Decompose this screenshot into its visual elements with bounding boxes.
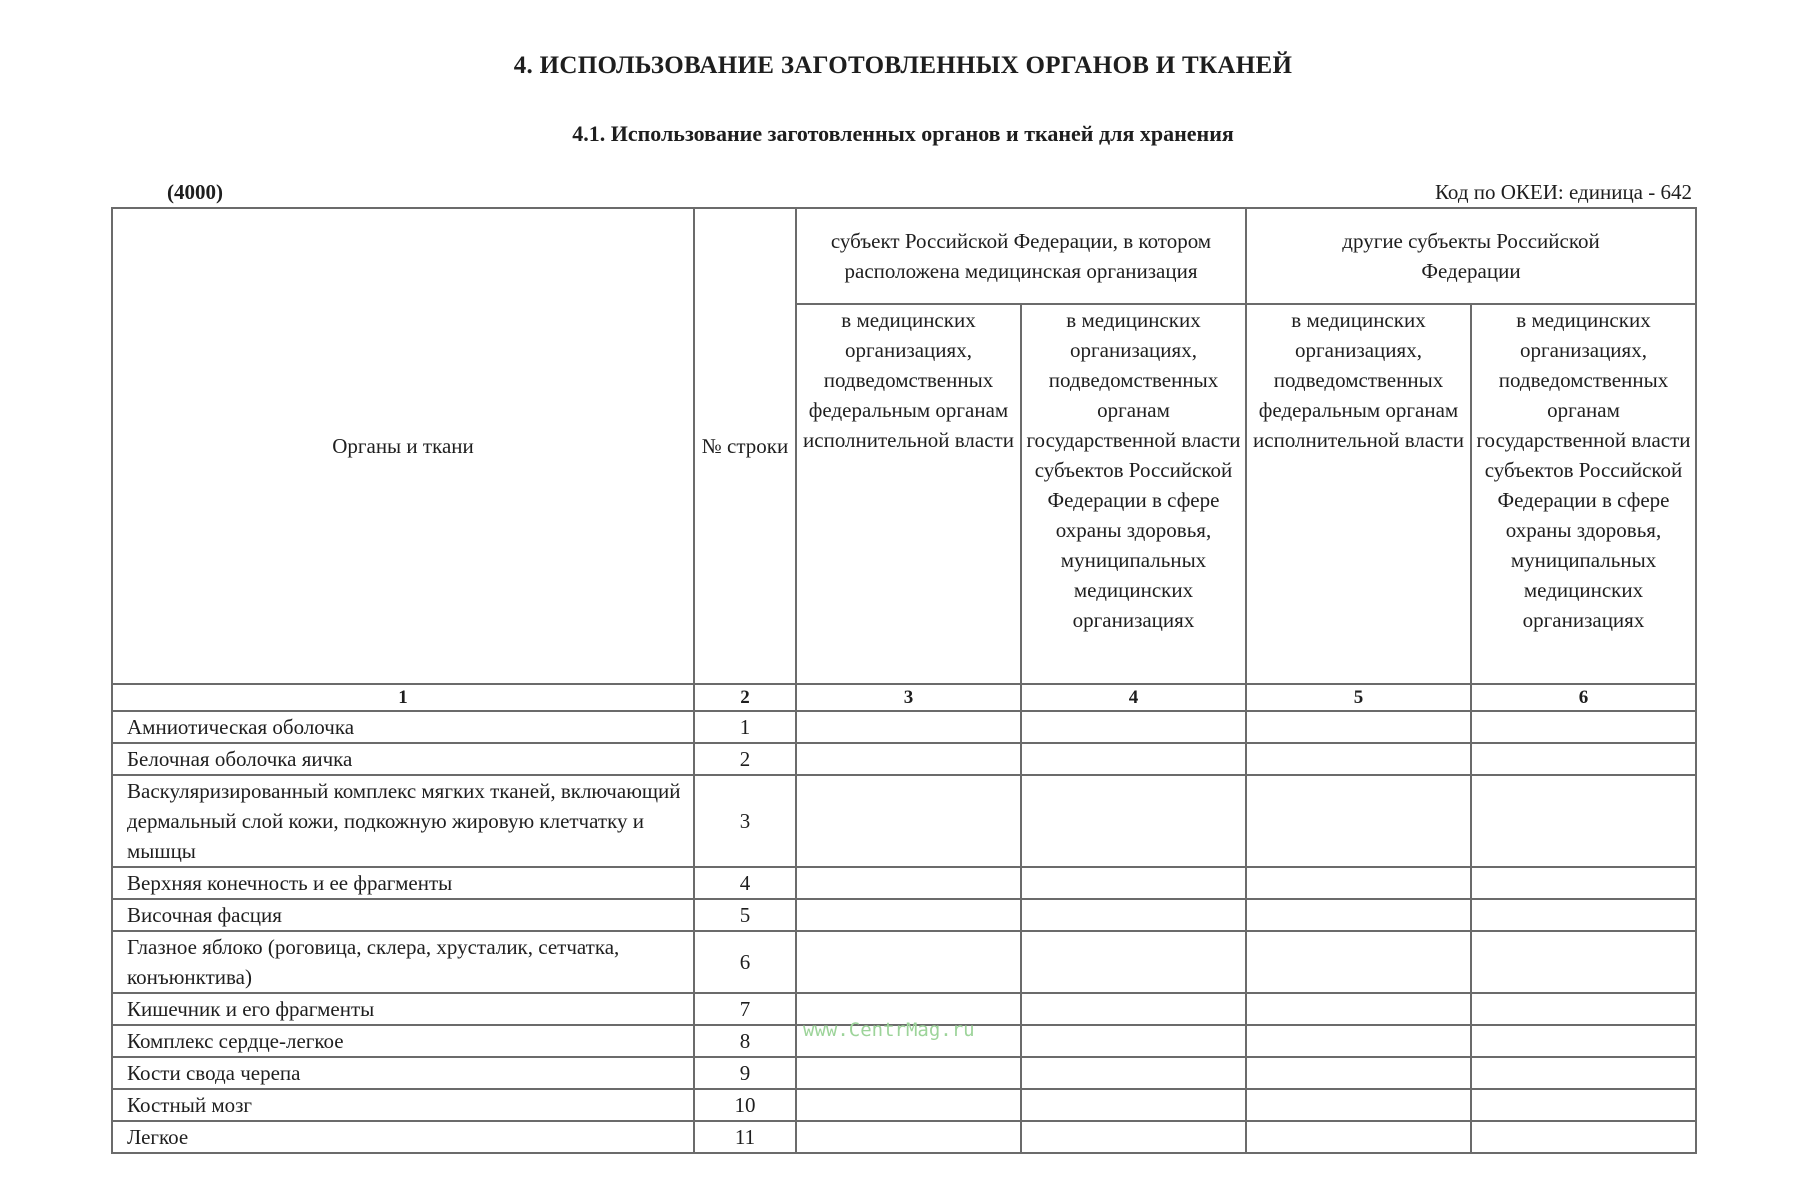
organ-name-cell: Височная фасция <box>112 899 694 931</box>
value-cell-col4[interactable] <box>1021 711 1246 743</box>
value-cell-col4[interactable] <box>1021 931 1246 993</box>
value-cell-col6[interactable] <box>1471 867 1696 899</box>
value-cell-col3[interactable] <box>796 743 1021 775</box>
value-cell-col5[interactable] <box>1246 993 1471 1025</box>
value-cell-col5[interactable] <box>1246 867 1471 899</box>
value-cell-col6[interactable] <box>1471 1025 1696 1057</box>
row-number-cell: 5 <box>694 899 796 931</box>
row-number-cell: 3 <box>694 775 796 867</box>
header-col3-federal: в медицинских организациях, подведомственных федеральным органам исполнительной власти <box>796 304 1021 684</box>
table-row <box>112 1089 1696 1121</box>
column-number: 4 <box>1021 684 1246 711</box>
header-group-same-subject: субъект Российской Федерации, в котором расположена медицинская организация <box>796 208 1246 304</box>
usage-table <box>111 207 1697 1154</box>
row-number-cell: 6 <box>694 931 796 993</box>
value-cell-col5[interactable] <box>1246 1089 1471 1121</box>
value-cell-col4[interactable] <box>1021 775 1246 867</box>
organ-name-cell: Верхняя конечность и ее фрагменты <box>112 867 694 899</box>
section-title: 4. ИСПОЛЬЗОВАНИЕ ЗАГОТОВЛЕННЫХ ОРГАНОВ И ТКАНЕЙ <box>513 52 1293 79</box>
value-cell-col4[interactable] <box>1021 993 1246 1025</box>
header-organs: Органы и ткани <box>112 208 694 684</box>
header-col5-federal: в медицинских организациях, подведомственных федеральным органам исполнительной власти <box>1246 304 1471 684</box>
table-row <box>112 743 1696 775</box>
organ-name-cell: Белочная оболочка яичка <box>112 743 694 775</box>
table-row <box>112 931 1696 993</box>
value-cell-col5[interactable] <box>1246 775 1471 867</box>
header-col4-regional: в медицинских организациях, подведомственных органам государственной власти субъектов Российской Федерации в сфере охраны здоровья, муниципальных медицинских организациях <box>1021 304 1246 684</box>
row-number-cell: 1 <box>694 711 796 743</box>
value-cell-col3[interactable] <box>796 1089 1021 1121</box>
row-number-cell: 10 <box>694 1089 796 1121</box>
value-cell-col3[interactable] <box>796 711 1021 743</box>
value-cell-col5[interactable] <box>1246 1025 1471 1057</box>
organ-name-cell: Легкое <box>112 1121 694 1153</box>
value-cell-col6[interactable] <box>1471 993 1696 1025</box>
value-cell-col5[interactable] <box>1246 743 1471 775</box>
value-cell-col4[interactable] <box>1021 1089 1246 1121</box>
okei-code: Код по ОКЕИ: единица - 642 <box>1434 180 1692 204</box>
value-cell-col5[interactable] <box>1246 899 1471 931</box>
value-cell-col4[interactable] <box>1021 1121 1246 1153</box>
table-row <box>112 711 1696 743</box>
value-cell-col6[interactable] <box>1471 711 1696 743</box>
organ-name-cell: Васкуляризированный комплекс мягких тканей, включающий дермальный слой кожи, подкожную жировую клетчатку и мышцы <box>112 775 694 867</box>
row-number-cell: 4 <box>694 867 796 899</box>
table-row <box>112 867 1696 899</box>
organ-name-cell: Костный мозг <box>112 1089 694 1121</box>
row-number-cell: 7 <box>694 993 796 1025</box>
header-group-other-subjects: другие субъекты Российской Федерации <box>1246 208 1696 304</box>
value-cell-col4[interactable] <box>1021 1025 1246 1057</box>
table-row <box>112 899 1696 931</box>
table-row <box>112 1057 1696 1089</box>
value-cell-col3[interactable] <box>796 899 1021 931</box>
value-cell-col6[interactable] <box>1471 775 1696 867</box>
subsection-title: 4.1. Использование заготовленных органов и тканей для хранения <box>572 121 1234 146</box>
header-col6-regional: в медицинских организациях, подведомственных органам государственной власти субъектов Российской Федерации в сфере охраны здоровья, муниципальных медицинских организациях <box>1471 304 1696 684</box>
value-cell-col6[interactable] <box>1471 743 1696 775</box>
table-row <box>112 775 1696 867</box>
watermark: www.CentrMag.ru <box>803 1019 975 1041</box>
value-cell-col4[interactable] <box>1021 743 1246 775</box>
column-numbers-row <box>112 684 1696 711</box>
organ-name-cell: Комплекс сердце-легкое <box>112 1025 694 1057</box>
value-cell-col6[interactable] <box>1471 1121 1696 1153</box>
value-cell-col6[interactable] <box>1471 931 1696 993</box>
value-cell-col5[interactable] <box>1246 1057 1471 1089</box>
column-number: 5 <box>1246 684 1471 711</box>
value-cell-col5[interactable] <box>1246 931 1471 993</box>
organ-name-cell: Кишечник и его фрагменты <box>112 993 694 1025</box>
row-number-cell: 9 <box>694 1057 796 1089</box>
value-cell-col4[interactable] <box>1021 899 1246 931</box>
column-number: 1 <box>112 684 694 711</box>
organ-name-cell: Глазное яблоко (роговица, склера, хрусталик, сетчатка, конъюнктива) <box>112 931 694 993</box>
row-number-cell: 2 <box>694 743 796 775</box>
row-number-cell: 11 <box>694 1121 796 1153</box>
row-number-cell: 8 <box>694 1025 796 1057</box>
column-number: 6 <box>1471 684 1696 711</box>
table-code: (4000) <box>167 180 223 204</box>
column-number: 2 <box>694 684 796 711</box>
organ-name-cell: Кости свода черепа <box>112 1057 694 1089</box>
value-cell-col3[interactable] <box>796 1121 1021 1153</box>
value-cell-col3[interactable] <box>796 1057 1021 1089</box>
value-cell-col6[interactable] <box>1471 899 1696 931</box>
value-cell-col3[interactable] <box>796 867 1021 899</box>
header-row-number: № строки <box>694 208 796 684</box>
value-cell-col6[interactable] <box>1471 1089 1696 1121</box>
value-cell-col4[interactable] <box>1021 1057 1246 1089</box>
organ-name-cell: Амниотическая оболочка <box>112 711 694 743</box>
value-cell-col3[interactable] <box>796 931 1021 993</box>
column-number: 3 <box>796 684 1021 711</box>
value-cell-col5[interactable] <box>1246 1121 1471 1153</box>
value-cell-col6[interactable] <box>1471 1057 1696 1089</box>
table-row <box>112 1121 1696 1153</box>
value-cell-col5[interactable] <box>1246 711 1471 743</box>
value-cell-col4[interactable] <box>1021 867 1246 899</box>
value-cell-col3[interactable] <box>796 775 1021 867</box>
